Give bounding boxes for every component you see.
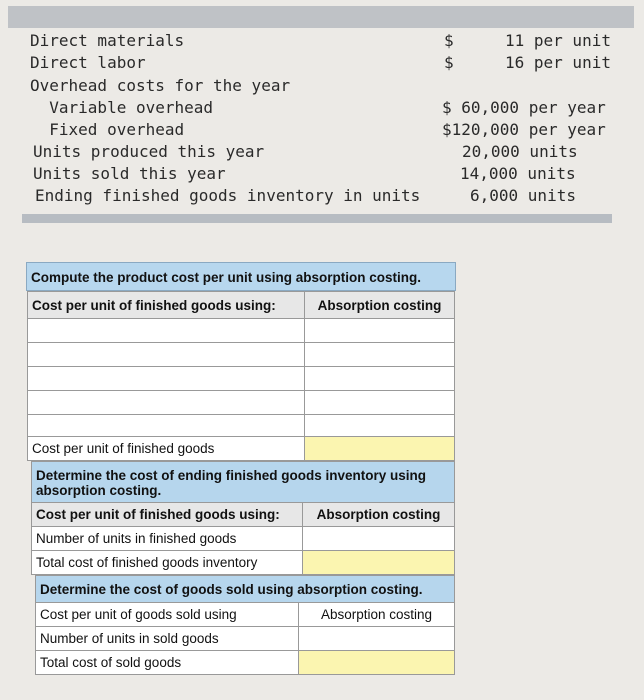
part1-input-label-2[interactable] <box>28 343 305 367</box>
part2-col-label: Cost per unit of finished goods using: <box>32 503 303 527</box>
part3-row1-label: Number of units in sold goods <box>36 627 299 651</box>
part2-table <box>31 461 455 575</box>
variable-overhead-label: Variable overhead <box>30 98 214 117</box>
part2-col-value: Absorption costing <box>303 503 455 527</box>
part1-input-label-3[interactable] <box>28 367 305 391</box>
part1-input-value-4[interactable] <box>305 391 455 415</box>
part1-input-label-5[interactable] <box>28 415 305 437</box>
part3-row1-input[interactable] <box>299 627 455 651</box>
ending-inventory-value: 6,000 units <box>470 186 576 205</box>
fixed-overhead-label: Fixed overhead <box>30 120 185 139</box>
part1-input-value-5[interactable] <box>305 415 455 437</box>
part1-input-label-1[interactable] <box>28 319 305 343</box>
part3-col-value: Absorption costing <box>299 603 455 627</box>
part1-table <box>27 291 455 461</box>
part1-input-value-2[interactable] <box>305 343 455 367</box>
overhead-heading: Overhead costs for the year <box>30 76 291 95</box>
variable-overhead-value: $ 60,000 per year <box>442 98 606 117</box>
part2-header: Determine the cost of ending finished goods inventory using absorption costing. <box>32 462 455 503</box>
units-produced-label: Units produced this year <box>33 142 265 161</box>
part1-header: Compute the product cost per unit using absorption costing. <box>26 262 456 291</box>
direct-labor-label: Direct labor <box>30 53 146 72</box>
part2-row2-label: Total cost of finished goods inventory <box>32 551 303 575</box>
part3-header: Determine the cost of goods sold using absorption costing. <box>36 576 455 603</box>
units-produced-value: 20,000 units <box>462 142 578 161</box>
part1-col-value: Absorption costing <box>305 292 455 319</box>
fixed-overhead-value: $120,000 per year <box>442 120 606 139</box>
part1-total-label: Cost per unit of finished goods <box>28 437 305 461</box>
part1-input-value-3[interactable] <box>305 367 455 391</box>
part2-row1-input[interactable] <box>303 527 455 551</box>
part1-input-value-1[interactable] <box>305 319 455 343</box>
part2-row1-label: Number of units in finished goods <box>32 527 303 551</box>
direct-labor-value: $ <box>444 53 454 72</box>
units-sold-label: Units sold this year <box>33 164 226 183</box>
ending-inventory-label: Ending finished goods inventory in units <box>35 186 421 205</box>
divider <box>22 214 612 223</box>
direct-materials-amount: 11 per unit <box>505 31 611 50</box>
part1-input-label-4[interactable] <box>28 391 305 415</box>
part3-row2-input[interactable] <box>299 651 455 675</box>
part3-row2-label: Total cost of sold goods <box>36 651 299 675</box>
direct-labor-amount: 16 per unit <box>505 53 611 72</box>
units-sold-value: 14,000 units <box>460 164 576 183</box>
part1-total-input[interactable] <box>305 437 455 461</box>
part3-table <box>35 575 455 675</box>
part3-col-label: Cost per unit of goods sold using <box>36 603 299 627</box>
part2-row2-input[interactable] <box>303 551 455 575</box>
worksheet <box>26 262 456 675</box>
direct-materials-label: Direct materials <box>30 31 185 50</box>
part1-col-label: Cost per unit of finished goods using: <box>28 292 305 319</box>
top-bar <box>8 6 634 28</box>
direct-materials-value: $ <box>444 31 454 50</box>
